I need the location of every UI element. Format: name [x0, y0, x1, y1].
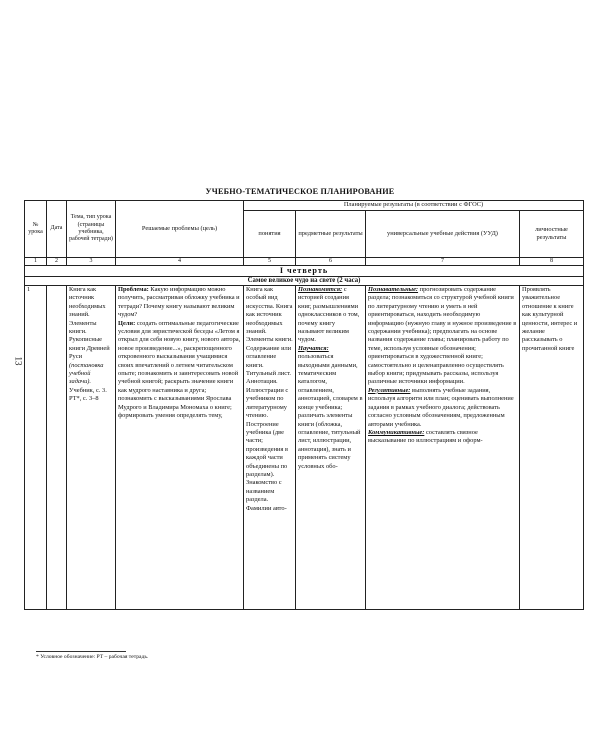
- topic-type: (постановка учебной задачи).: [69, 361, 104, 386]
- quarter-title: I четверть: [25, 266, 584, 277]
- goals-text: создать оптимальные педагогические условия для эвристической беседы «Летом я открыл для себя новую книгу, нового автора, новое произведение...», раскрепощенного откровенного высказывания учащимися своих впечатлений о летнем читательском опыте; познакомить и заинтересовать новой учебной книгой; раскрыть значение книги как мудрого наставника и друга; познакомить с высказываниями Ярослава Мудрого и Владимира Мономаха о книге; формировать умения определять тему,: [118, 319, 241, 420]
- concepts-cont: с учебником по литературному чтению. Построение учебника (две части; произведения в каждой части объединены по разделам). Знакомство с названием раздела. Фамилии авто-: [246, 386, 289, 512]
- page-number: 13: [13, 356, 24, 366]
- lesson-problems: [116, 286, 244, 610]
- lesson-uud: [366, 286, 520, 610]
- header-planned: Планируемые результаты (в соответствии с ФГОС): [244, 201, 584, 211]
- uud-text-1: прогнозировать содержание раздела; познакомиться со структурой учебной книги по литературному чтению и уметь в ней ориентироваться, находить необходимую информацию (нужную главу и нужное произведение в содержании учебника); предполагать на основе названия содержание главы; планировать работу по теме, используя условные обозначения; ориентироваться в художественной книге; самостоятельно и целенаправленно осуществлять выбор книги; придумывать рассказы, используя различные источники информации.: [368, 286, 517, 386]
- header-row: [25, 201, 584, 211]
- header-personal: личностные результаты: [520, 211, 584, 258]
- col-number: 1: [25, 258, 47, 266]
- lesson-concepts: [244, 286, 296, 610]
- subject-label-1: Познакомятся:: [298, 286, 343, 293]
- header-subject: предметные результаты: [296, 211, 366, 258]
- subject-label-2: Научатся:: [298, 344, 329, 352]
- planning-table: [24, 200, 584, 610]
- topic-main: Книга как источник необходимых знаний. Элементы книги. Рукописные книги Древней Руси: [69, 286, 110, 361]
- col-number: 2: [47, 258, 67, 266]
- footnote: * Условное обозначение: РТ – рабочая тетрадь.: [36, 654, 149, 660]
- lesson-number: 1: [25, 286, 47, 610]
- col-number: 4: [116, 258, 244, 266]
- section-title: Самое великое чудо на свете (2 часа): [25, 277, 584, 286]
- column-number-row: [25, 258, 584, 266]
- uud-label-3: Коммуникативные:: [368, 428, 425, 436]
- quarter-row: [25, 266, 584, 277]
- header-topic: Тема, тип урока (страницы учебника, рабочей тетради): [67, 201, 116, 258]
- lesson-subject-results: [296, 286, 366, 610]
- col-number: 6: [296, 258, 366, 266]
- footnote-divider: [36, 651, 126, 652]
- goals-label: Цели:: [118, 319, 136, 327]
- col-number: 7: [366, 258, 520, 266]
- problem-label: Проблема:: [118, 286, 149, 293]
- lesson-topic: [67, 286, 116, 610]
- col-number: 3: [67, 258, 116, 266]
- concepts-text: Книга как особый вид искусства. Книга как источник необходимых знаний. Элементы книги. Содержание или оглавление книги. Титульный лист. Аннотация. Иллюстрации: [246, 286, 293, 394]
- header-num: № урока: [25, 201, 47, 258]
- uud-label-2: Регулятивные:: [368, 386, 411, 394]
- header-concepts: понятия: [244, 211, 296, 258]
- subject-text-2: пользоваться выходными данными, тематическим каталогом, оглавлением, аннотацией, словарем в конце учебника; различать элементы книги (обложка, оглавление, титульный лист, иллюстрации, аннотация), знать и применять систему условных обо-: [298, 353, 363, 470]
- lesson-date: [47, 286, 67, 610]
- table-row: [25, 286, 584, 610]
- uud-text-3: составлять связное высказывание по иллюстрациям и оформ-: [368, 428, 483, 445]
- lesson-personal-results: Проявлять уважительное отношение к книге как культурной ценности, интерес и желание рассказывать о прочитанной книге: [520, 286, 584, 610]
- col-number: 8: [520, 258, 584, 266]
- uud-label-1: Познавательные:: [368, 286, 419, 293]
- problem-text: Какую информацию можно получить, рассматривая обложку учебника и тетради? Почему книгу называют великим чудом?: [118, 286, 240, 319]
- col-number: 5: [244, 258, 296, 266]
- header-date: Дата: [47, 201, 67, 258]
- header-problems: Решаемые проблемы (цель): [116, 201, 244, 258]
- section-row: [25, 277, 584, 286]
- uud-text-2: выполнять учебные задания, используя алгоритм или план; оценивать выполнение задания в рамках учебного диалога; действовать согласно условным обозначениям, предложенным авторами учебника.: [368, 386, 514, 428]
- topic-pages: Учебник, с. 3. РТ*, с. 3–8: [69, 386, 107, 403]
- header-universal: универсальные учебные действия (УУД): [366, 211, 520, 258]
- page-title: УЧЕБНО-ТЕМАТИЧЕСКОЕ ПЛАНИРОВАНИЕ: [205, 187, 395, 196]
- subject-text-1: с историей создания книг, размышлениями одноклассников о том, почему книгу называют великим чудом.: [298, 286, 360, 344]
